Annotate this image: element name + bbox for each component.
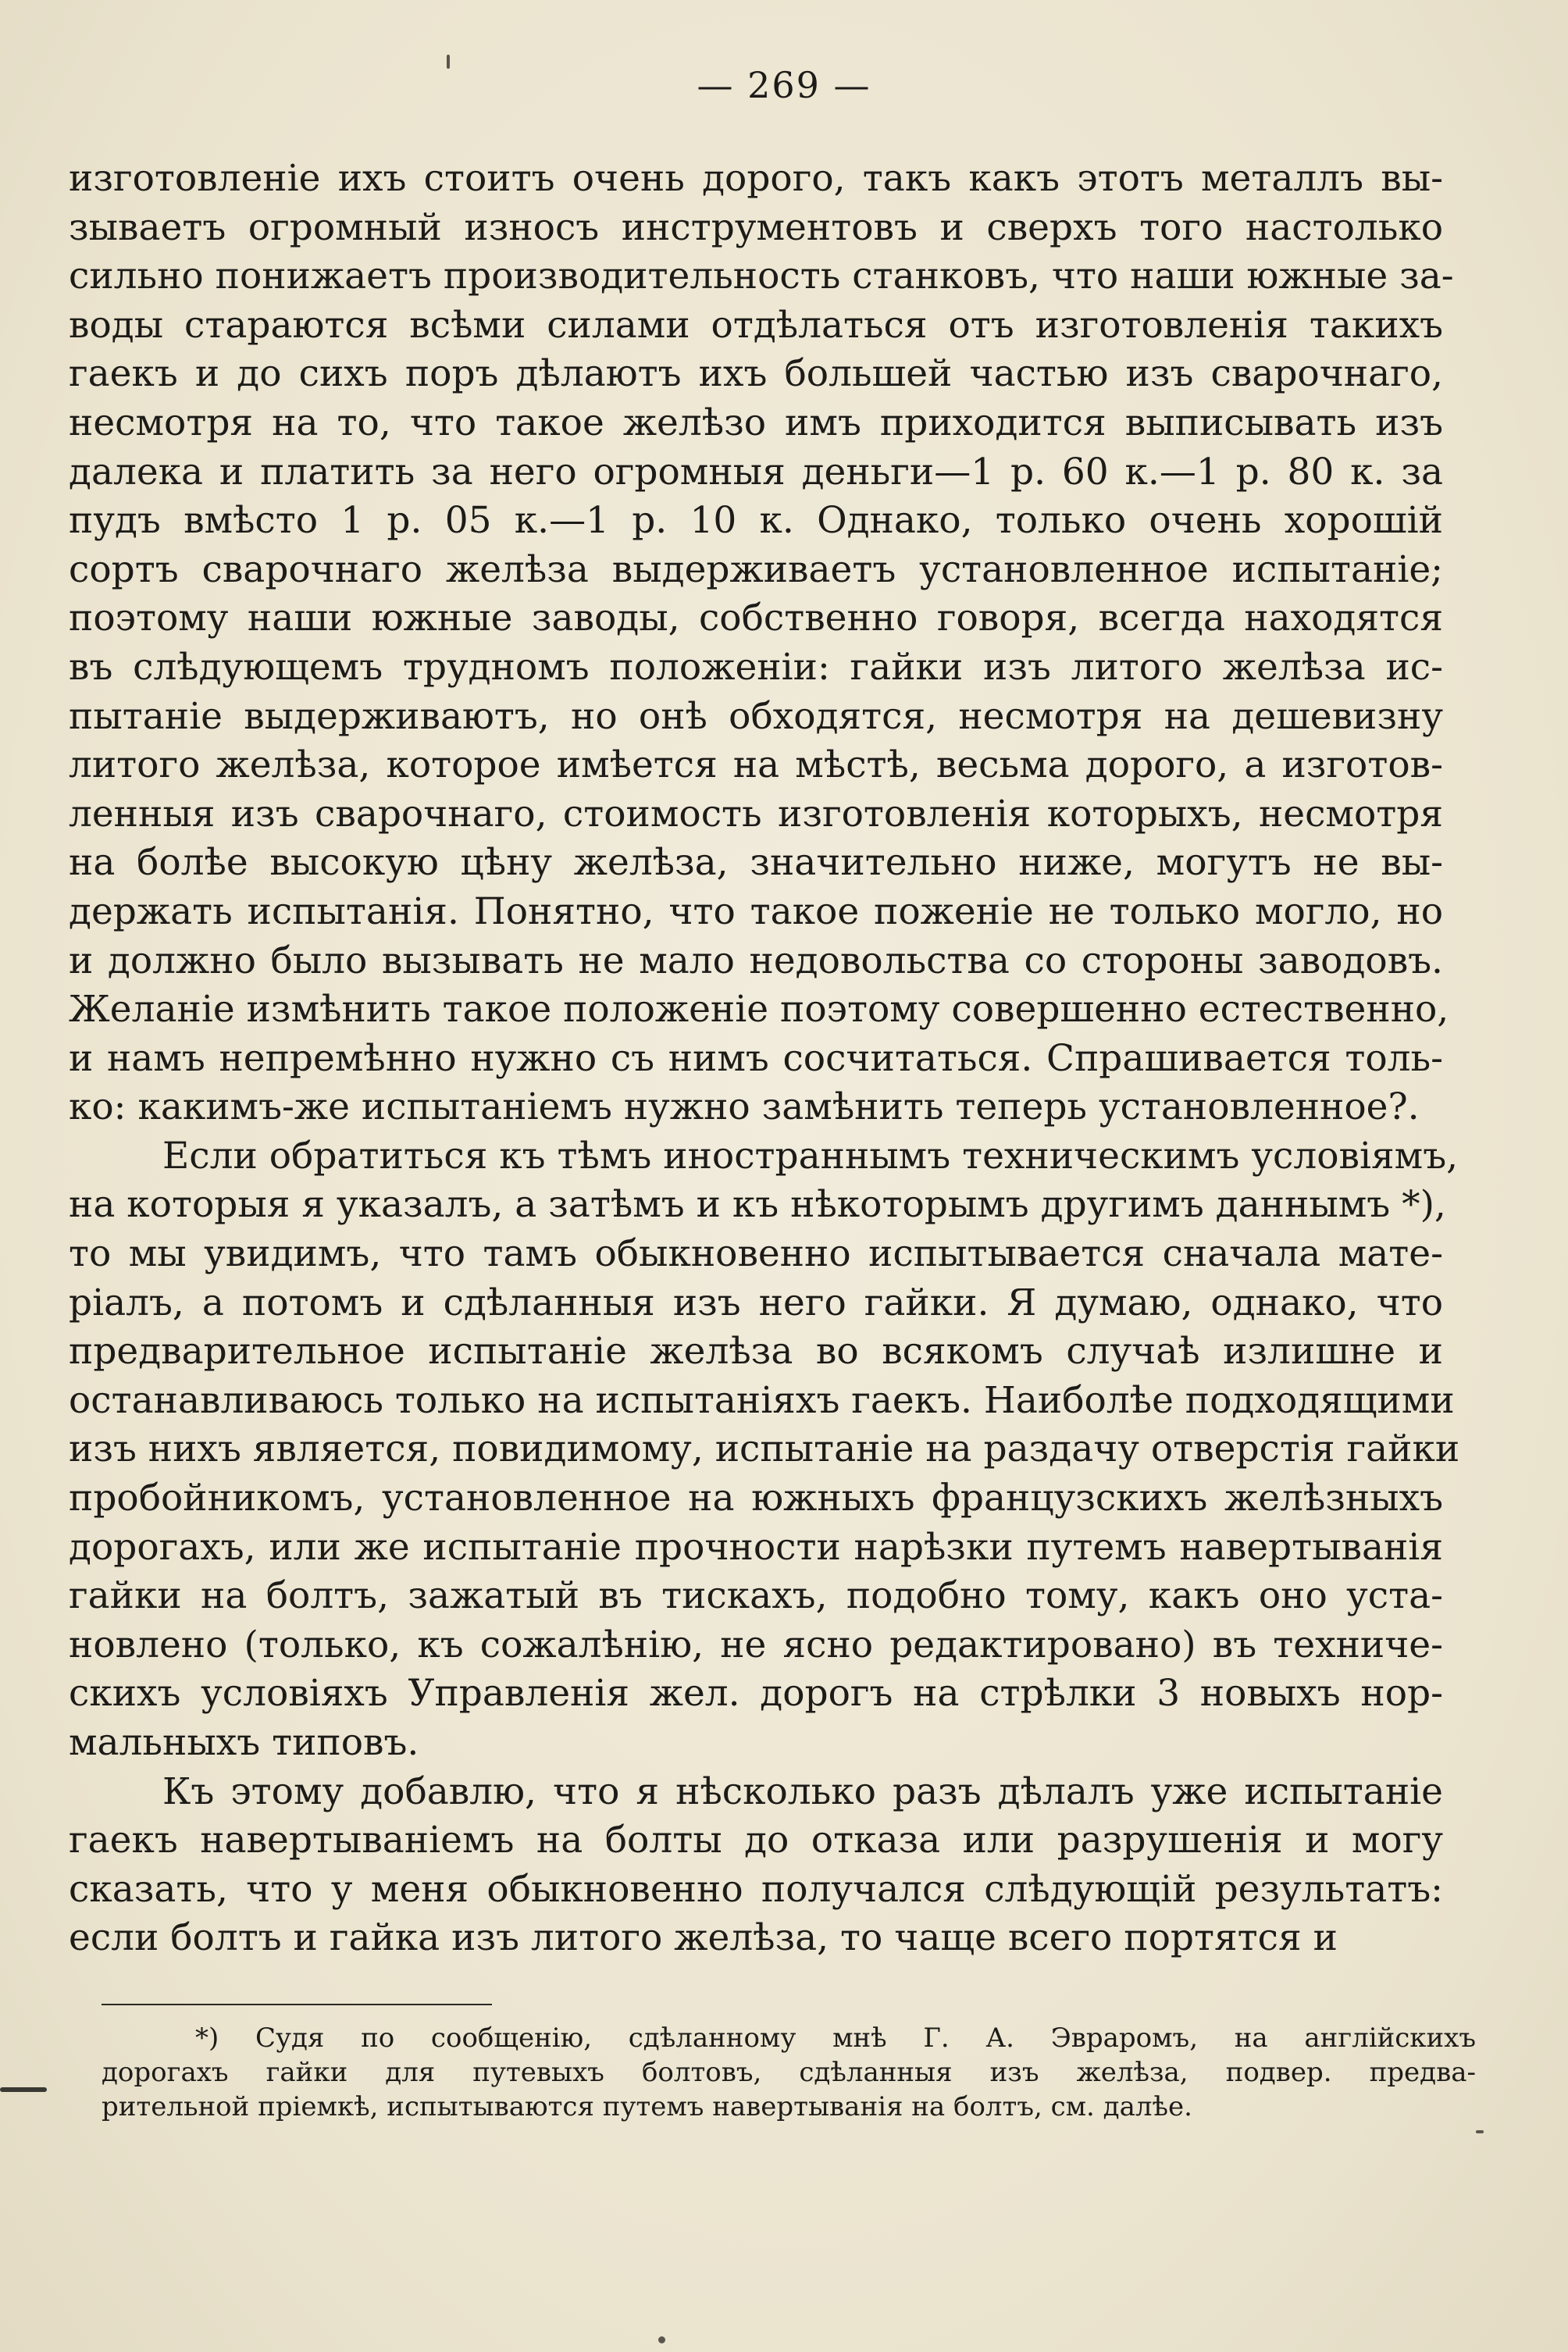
text-line: пытаніе выдерживаютъ, но онѣ обходятся, несмотря на дешевизну	[69, 694, 1443, 738]
text-line: гайки на болтъ, зажатый въ тискахъ, подобно тому, какъ оно уста-	[69, 1574, 1443, 1618]
page-number: — 269 —	[697, 64, 871, 106]
text-line: Желаніе измѣнить такое положеніе поэтому совершенно естественно,	[69, 988, 1449, 1032]
text-line: далека и платить за него огромныя деньги—1 р. 60 к.—1 р. 80 к. за	[69, 450, 1443, 494]
text-line: воды стараются всѣми силами отдѣлаться отъ изготовленія такихъ	[69, 303, 1443, 347]
text-line: пудъ вмѣсто 1 р. 05 к.—1 р. 10 к. Однако, только очень хорошій	[69, 499, 1443, 543]
text-line: въ слѣдующемъ трудномъ положеніи: гайки изъ литого желѣза ис-	[69, 645, 1443, 689]
paper-speck	[447, 55, 450, 69]
text-line: и намъ непремѣнно нужно съ нимъ сосчитаться. Спрашивается толь-	[69, 1036, 1443, 1080]
text-line: Если обратиться къ тѣмъ иностраннымъ техническимъ условіямъ,	[162, 1134, 1459, 1178]
paragraph	[69, 1768, 1443, 1963]
text-line: держать испытанія. Понятно, что такое поженіе не только могло, но	[69, 889, 1443, 933]
footnote-line: *) Судя по сообщенію, сдѣланному мнѣ Г. А. Эвраромъ, на англійскихъ	[195, 2022, 1476, 2054]
text-line: дорогахъ, или же испытаніе прочности нарѣзки путемъ навертыванія	[69, 1525, 1443, 1569]
text-line: и должно было вызывать не мало недовольства со стороны заводовъ.	[69, 939, 1443, 982]
text-line: изготовленіе ихъ стоитъ очень дорого, такъ какъ этотъ металлъ вы-	[69, 157, 1443, 200]
text-line: литого желѣза, которое имѣется на мѣстѣ, весьма дорого, а изготов-	[69, 743, 1443, 787]
paragraph	[69, 155, 1454, 1132]
text-line: Къ этому добавлю, что я нѣсколько разъ дѣлалъ уже испытаніе	[162, 1769, 1443, 1813]
margin-mark	[0, 2087, 47, 2092]
text-line: изъ нихъ является, повидимому, испытаніе на раздачу отверстія гайки	[69, 1427, 1460, 1471]
paragraph	[69, 1132, 1460, 1768]
text-line: несмотря на то, что такое желѣзо имъ приходится выписывать изъ	[69, 401, 1443, 444]
text-line: мальныхъ типовъ.	[69, 1721, 419, 1764]
text-line: гаекъ навертываніемъ на болты до отказа или разрушенія и могу	[69, 1819, 1443, 1862]
footnote	[102, 2021, 1476, 2124]
text-line: новлено (только, къ сожалѣнію, не ясно редактировано) въ техниче-	[69, 1623, 1443, 1666]
body-text	[69, 155, 1460, 1963]
text-line: сказать, что у меня обыкновенно получался слѣдующій результатъ:	[69, 1867, 1443, 1911]
text-line: поэтому наши южные заводы, собственно говоря, всегда находятся	[69, 597, 1443, 640]
footnote-divider	[102, 2004, 492, 2005]
text-line: на которыя я указалъ, а затѣмъ и къ нѣкоторымъ другимъ даннымъ *),	[69, 1183, 1446, 1227]
text-line: скихъ условіяхъ Управленія жел. дорогъ на стрѣлки 3 новыхъ нор-	[69, 1672, 1443, 1716]
text-line: сортъ сварочнаго желѣза выдерживаетъ установленное испытаніе;	[69, 547, 1443, 591]
footnote-line: дорогахъ гайки для путевыхъ болтовъ, сдѣланныя изъ желѣза, подвер. предва-	[102, 2057, 1476, 2088]
paper-speck	[658, 2336, 665, 2343]
text-line: на болѣе высокую цѣну желѣза, значительно ниже, могутъ не вы-	[69, 841, 1443, 885]
text-line: останавливаюсь только на испытаніяхъ гаекъ. Наиболѣе подходящими	[69, 1378, 1455, 1422]
text-line: зываетъ огромный износъ инструментовъ и сверхъ того настолько	[69, 205, 1443, 249]
text-line: ріалъ, а потомъ и сдѣланныя изъ него гайки. Я думаю, однако, что	[69, 1281, 1443, 1324]
text-line: гаекъ и до сихъ поръ дѣлаютъ ихъ большей частью изъ сварочнаго,	[69, 352, 1443, 396]
text-line: если болтъ и гайка изъ литого желѣза, то чаще всего портятся и	[69, 1916, 1338, 1960]
text-line: предварительное испытаніе желѣза во всякомъ случаѣ излишне и	[69, 1330, 1443, 1374]
text-line: то мы увидимъ, что тамъ обыкновенно испытывается сначала мате-	[69, 1232, 1443, 1276]
text-line: ко: какимъ-же испытаніемъ нужно замѣнить теперь установленное?.	[69, 1085, 1420, 1129]
footnote-line: рительной пріемкѣ, испытываются путемъ навертыванія на болтъ, см. далѣе.	[102, 2091, 1192, 2122]
text-line: ленныя изъ сварочнаго, стоимость изготовленія которыхъ, несмотря	[69, 792, 1443, 836]
paper-speck	[1476, 2130, 1484, 2133]
text-line: пробойникомъ, установленное на южныхъ французскихъ желѣзныхъ	[69, 1477, 1443, 1520]
text-line: сильно понижаетъ производительность станковъ, что наши южные за-	[69, 255, 1454, 298]
